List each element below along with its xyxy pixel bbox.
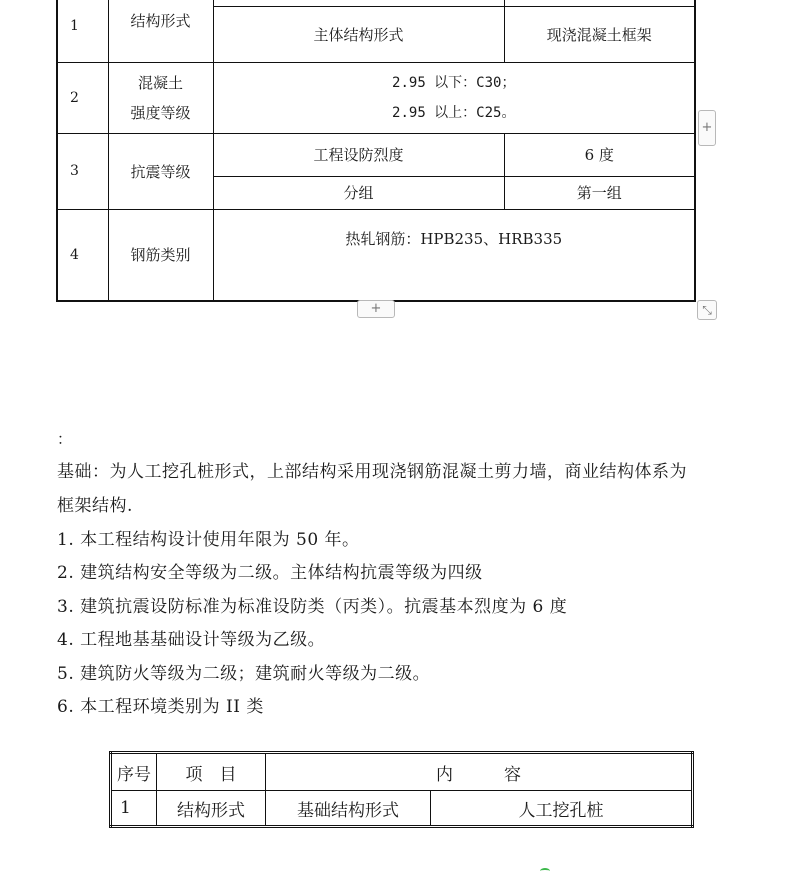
table-cell-num: 2 (57, 62, 108, 133)
table-cell-content (213, 62, 695, 133)
intro-line: 框架结构. (57, 496, 133, 516)
table-cell-label: 主体结构形式 (213, 6, 504, 62)
table-cell-num: 1 (57, 0, 108, 62)
foundation-table (109, 751, 694, 828)
table-cell-num: 1 (111, 791, 157, 827)
table-cell-value: 人工挖孔桩 (431, 791, 693, 827)
table-cell-value: 6 度 (504, 133, 695, 176)
item-line: 混凝土 (137, 73, 183, 92)
add-row-button[interactable]: + (357, 300, 395, 318)
table-cell-item: 钢筋类别 (108, 209, 213, 301)
list-item: 1. 本工程结构设计使用年限为 50 年。 (57, 530, 360, 550)
table-cell-item: 结构形式 (157, 791, 266, 827)
add-column-button[interactable]: + (698, 110, 716, 146)
structure-table (56, 0, 696, 302)
header-cell-content: 内 容 (266, 753, 693, 791)
item-line: 强度等级 (130, 103, 191, 122)
intro-line: 基础：为人工挖孔桩形式，上部结构采用现浇钢筋混凝土剪力墙，商业结构体系为 (57, 462, 687, 482)
list-item: 3. 建筑抗震设防标准为标准设防类（丙类）。抗震基本烈度为 6 度 (57, 597, 568, 617)
header-cell-num: 序号 (111, 753, 157, 791)
list-item: 4. 工程地基基础设计等级为乙级。 (57, 630, 326, 650)
table-cell-item (108, 62, 213, 133)
colon-mark: ： (57, 430, 73, 448)
cursor-mark (540, 868, 550, 874)
table-cell-value: 第一组 (504, 176, 695, 209)
table-cell-num: 3 (57, 133, 108, 209)
table-cell-label: 工程设防烈度 (213, 133, 504, 176)
content-line: 2.95 以上：C25。 (392, 104, 516, 121)
table-cell-item: 抗震等级 (108, 133, 213, 209)
resize-table-handle[interactable]: ⤡ (697, 300, 717, 320)
table-cell-label: 分组 (213, 176, 504, 209)
list-item: 5. 建筑防火等级为二级；建筑耐火等级为二级。 (57, 664, 431, 684)
list-item: 2. 建筑结构安全等级为二级。主体结构抗震等级为四级 (57, 563, 483, 583)
table-cell-value: 现浇混凝土框架 (504, 6, 695, 62)
table-cell-label: 基础结构形式 (266, 791, 431, 827)
table-cell-content: 热轧钢筋：HPB235、HRB335 (213, 209, 695, 301)
list-item: 6. 本工程环境类别为 II 类 (57, 697, 264, 717)
header-cell-item: 项 目 (157, 753, 266, 791)
table-cell-item: 结构形式 (108, 0, 213, 62)
content-line: 2.95 以下：C30； (392, 74, 516, 91)
table-cell-num: 4 (57, 209, 108, 301)
